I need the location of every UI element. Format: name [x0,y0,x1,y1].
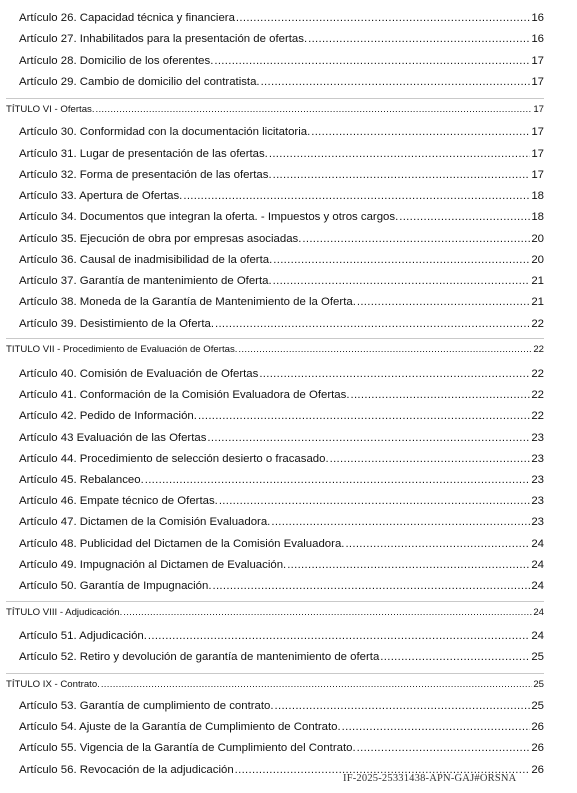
toc-article-entry[interactable] [19,495,544,507]
entry-page-number: 23 [531,474,544,486]
entry-label: Artículo 55. Vigencia de la Garantía de Cumplimiento del Contrato. [19,742,356,754]
entry-page-number: 17 [531,76,544,88]
dot-leader [273,275,531,287]
dot-leader [101,679,532,690]
dot-leader [198,410,530,422]
entry-label: TITULO VII - Procedimiento de Evaluación de Ofertas. [6,344,238,355]
entry-page-number: 22 [531,368,544,380]
toc-article-entry[interactable] [19,368,544,380]
entry-page-number: 20 [531,254,544,266]
entry-page-number: 24 [533,607,544,618]
section-divider [6,601,544,602]
section-divider [6,673,544,674]
dot-leader [271,516,530,528]
document-id-stamp: IF-2025-25331438-APN-GAJ#ORSNA [343,773,517,784]
entry-page-number: 22 [531,410,544,422]
entry-page-number: 24 [531,580,544,592]
dot-leader [380,651,530,663]
entry-page-number: 25 [531,651,544,663]
toc-title-entry[interactable] [6,607,544,618]
toc-article-entry[interactable] [19,318,544,330]
entry-page-number: 24 [531,630,544,642]
entry-label: Artículo 50. Garantía de Impugnación. [19,580,212,592]
entry-label: Artículo 31. Lugar de presentación de las ofertas. [19,148,268,160]
dot-leader [357,742,531,754]
entry-label: Artículo 26. Capacidad técnica y financiera [19,12,235,24]
entry-page-number: 16 [531,33,544,45]
dot-leader [123,607,532,618]
entry-page-number: 22 [531,318,544,330]
dot-leader [236,12,530,24]
dot-leader [207,432,530,444]
entry-label: Artículo 43 Evaluación de las Ofertas [19,432,207,444]
entry-page-number: 25 [533,679,544,690]
toc-article-entry[interactable] [19,211,544,223]
entry-label: Artículo 47. Dictamen de la Comisión Evaluadora. [19,516,271,528]
dot-leader [273,169,531,181]
entry-label: Artículo 30. Conformidad con la documentación licitatoria. [19,126,311,138]
entry-label: Artículo 27. Inhabilitados para la presentación de ofertas. [19,33,308,45]
toc-article-entry[interactable] [19,559,544,571]
entry-page-number: 17 [533,104,544,115]
dot-leader [183,190,530,202]
entry-label: Artículo 32. Forma de presentación de las ofertas. [19,169,272,181]
toc-title-entry[interactable] [6,679,544,690]
dot-leader [330,453,531,465]
entry-label: Artículo 44. Procedimiento de selección desierto o fracasado. [19,453,329,465]
dot-leader [214,55,530,67]
entry-page-number: 23 [531,516,544,528]
dot-leader [273,254,530,266]
entry-page-number: 23 [531,495,544,507]
toc-article-entry[interactable] [19,148,544,160]
entry-page-number: 18 [531,211,544,223]
toc-article-entry[interactable] [19,33,544,45]
entry-page-number: 16 [531,12,544,24]
entry-page-number: 17 [531,148,544,160]
entry-label: Artículo 37. Garantía de mantenimiento de Oferta. [19,275,272,287]
entry-page-number: 18 [531,190,544,202]
toc-article-entry[interactable] [19,432,544,444]
toc-title-entry[interactable] [6,104,544,115]
dot-leader [275,700,531,712]
toc-article-entry[interactable] [19,275,544,287]
entry-page-number: 17 [531,169,544,181]
entry-label: TÍTULO IX - Contrato. [6,679,100,690]
toc-article-entry[interactable] [19,190,544,202]
entry-label: Artículo 49. Impugnación al Dictamen de Evaluación. [19,559,287,571]
entry-page-number: 22 [531,389,544,401]
entry-label: Artículo 53. Garantía de cumplimiento de contrato. [19,700,274,712]
toc-article-entry[interactable] [19,742,544,754]
entry-page-number: 23 [531,432,544,444]
entry-label: Artículo 42. Pedido de Información. [19,410,197,422]
entry-label: Artículo 28. Domicilio de los oferentes. [19,55,214,67]
dot-leader [261,76,531,88]
entry-label: Artículo 34. Documentos que integran la oferta. - Impuestos y otros cargos. [19,211,399,223]
toc-article-entry[interactable] [19,76,544,88]
dot-leader [302,233,530,245]
entry-label: Artículo 46. Empate técnico de Ofertas. [19,495,218,507]
dot-leader [311,126,530,138]
entry-label: Artículo 45. Rebalanceo. [19,474,144,486]
entry-page-number: 26 [531,764,544,776]
entry-page-number: 26 [531,742,544,754]
entry-label: Artículo 40. Comisión de Evaluación de Ofertas [19,368,259,380]
entry-label: Artículo 41. Conformación de la Comisión Evaluadora de Ofertas. [19,389,350,401]
toc-article-entry[interactable] [19,651,544,663]
dot-leader [351,389,531,401]
entry-label: Artículo 39. Desistimiento de la Oferta. [19,318,214,330]
entry-page-number: 26 [531,721,544,733]
toc-article-entry[interactable] [19,538,544,550]
entry-label: TÍTULO VIII - Adjudicación. [6,607,123,618]
toc-article-entry[interactable] [19,233,544,245]
entry-page-number: 25 [531,700,544,712]
dot-leader [342,721,531,733]
toc-article-entry[interactable] [19,254,544,266]
dot-leader [96,104,533,115]
entry-page-number: 24 [531,538,544,550]
toc-article-entry[interactable] [19,389,544,401]
entry-page-number: 23 [531,453,544,465]
toc-article-entry[interactable] [19,55,544,67]
dot-leader [219,495,531,507]
dot-leader [345,538,530,550]
toc-article-entry[interactable] [19,700,544,712]
entry-label: Artículo 38. Moneda de la Garantía de Mantenimiento de la Oferta. [19,296,356,308]
entry-label: Artículo 52. Retiro y devolución de garantía de mantenimiento de oferta [19,651,380,663]
entry-label: Artículo 29. Cambio de domicilio del contratista. [19,76,260,88]
entry-page-number: 17 [531,126,544,138]
toc-article-entry[interactable] [19,410,544,422]
entry-label: Artículo 35. Ejecución de obra por empresas asociadas. [19,233,302,245]
entry-page-number: 21 [531,296,544,308]
entry-page-number: 17 [531,55,544,67]
dot-leader [357,296,530,308]
toc-article-entry[interactable] [19,721,544,733]
entry-label: Artículo 56. Revocación de la adjudicación [19,764,234,776]
dot-leader [213,580,531,592]
toc-article-entry[interactable] [19,12,544,24]
toc-article-entry[interactable] [19,126,544,138]
toc-article-entry[interactable] [19,296,544,308]
dot-leader [287,559,530,571]
toc-article-entry[interactable] [19,169,544,181]
dot-leader [399,211,530,223]
dot-leader [259,368,530,380]
entry-label: Artículo 54. Ajuste de la Garantía de Cumplimiento de Contrato. [19,721,341,733]
entry-page-number: 20 [531,233,544,245]
entry-page-number: 22 [533,344,544,355]
dot-leader [148,630,530,642]
entry-label: Artículo 36. Causal de inadmisibilidad de la oferta. [19,254,273,266]
entry-label: Artículo 33. Apertura de Ofertas. [19,190,183,202]
toc-article-entry[interactable] [19,630,544,642]
toc-article-entry[interactable] [19,453,544,465]
section-divider [6,98,544,99]
toc-article-entry[interactable] [19,580,544,592]
entry-page-number: 24 [531,559,544,571]
dot-leader [308,33,530,45]
entry-label: TÍTULO VI - Ofertas. [6,104,95,115]
section-divider [6,338,544,339]
dot-leader [215,318,530,330]
entry-label: Artículo 51. Adjudicación. [19,630,147,642]
entry-page-number: 21 [531,275,544,287]
toc-article-entry[interactable] [19,516,544,528]
dot-leader [238,344,532,355]
toc-title-entry[interactable] [6,344,544,355]
dot-leader [145,474,531,486]
toc-article-entry[interactable] [19,474,544,486]
entry-label: Artículo 48. Publicidad del Dictamen de la Comisión Evaluadora. [19,538,345,550]
dot-leader [269,148,530,160]
